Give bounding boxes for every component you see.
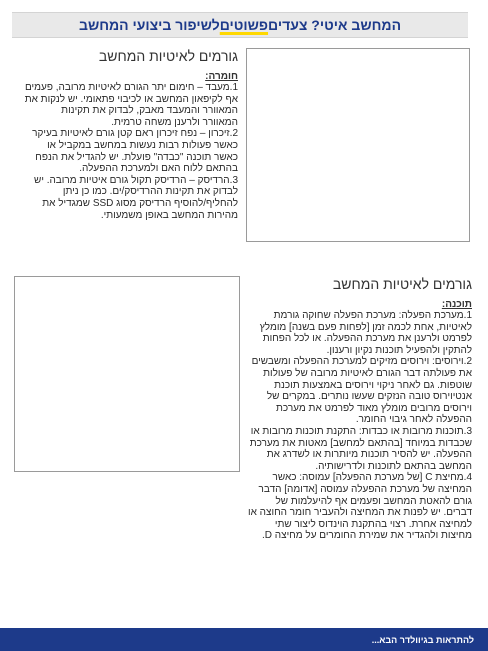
footer-bar bbox=[0, 628, 488, 651]
section-subheading: חומרה: bbox=[205, 71, 238, 82]
image-placeholder-1 bbox=[246, 48, 470, 242]
title-part-1: המחשב איטי? צעדים bbox=[268, 17, 402, 33]
section-subheading: תוכנה: bbox=[441, 299, 472, 310]
paragraph: 2.זיכרון – נפח זיכרון ראם קטן גורם לאיטיות בעיקר כאשר פעולות רבות נעשות במחשב במקביל או כאשר תוכנה "כבדה" פועלת. יש להגדיל את הנפח בהתאם ללוח האם ולמערכת ההפעלה. bbox=[32, 128, 238, 175]
paragraph: 2.וירוסים: וירוסים מזיקים למערכת ההפעלה ומשבשים את פעולתה דבר הגורם לאיטיות מרובה של פעולות שוטפות. גם לאחר ניקוי וירוסים באמצעות תוכנת אנטיוירוס טובה הנזקים שעשו נותרים. במקרים של וירוסים מרובים מומלץ מאוד לפרמט את מערכת ההפעלה לאחר גיבוי החומר. bbox=[251, 356, 472, 426]
paragraph: 1.מערכת הפעלה: מערכת הפעלה שחוקה גורמת לאיטיות, אחת לכמה זמן [לפחות פעם בשנה] מומלץ לפרמט ולרענן את מערכת ההפעלה. או לכל הפחות להתקין ולהפעיל תוכנות נקיון ורענון. bbox=[259, 310, 472, 356]
image-placeholder-2 bbox=[14, 276, 240, 472]
next-post-link[interactable]: להתראות בגיוולדר הבא... bbox=[371, 634, 474, 645]
paragraph: 3.הרדיסק – הרדיסק תקול גורם איטיות מרובה. יש לבדוק את תקינות ההרדיסק/ים. כמו כן ניתן להחליף/להוסיף הרדיסק מסוג SSD שמגדיל את מהירות המחשב באופן משמעותי. bbox=[34, 174, 238, 221]
section-heading: גורמים לאיטיות המחשב bbox=[332, 276, 472, 292]
title-part-2: לשיפור ביצועי המחשב bbox=[78, 17, 220, 33]
paragraph: 4.מחיצת C [של מערכת ההפעלה] עמוסה: כאשר המחיצה של מערכת ההפעלה עמוסה [אדומה] הדבר גורם להאטת המחשב ופעמים אף להיעלמות של דברים. יש לפנות את המחיצה ולהעביר חומר החוצה או למחיצה אחרת. רצוי בהתקנת הוינדוס ליצור שתי מחיצות ולהגדיר את שמירת החומרים על מחיצה D. bbox=[248, 472, 472, 542]
page-title bbox=[12, 12, 468, 38]
section-heading: גורמים לאיטיות המחשב bbox=[98, 48, 238, 64]
section-software bbox=[246, 276, 472, 542]
title-highlight: פשוטים bbox=[219, 17, 269, 33]
section-hardware bbox=[24, 48, 238, 221]
paragraph: 1.מעבד – חימום יתר הגורם לאיטיות מרובה, פעמים אף לקיפאון המחשב או לכיבוי פתאומי. יש לנקות את המאוורר והמעבד מאבק, לבדוק את תקינות המאוורר ולרענן משחה טרמית. bbox=[24, 82, 238, 128]
paragraph: 3.תוכנות מרובות או כבדות: התקנת תוכנות מרובות או שכבדות במיוחד [בהתאם למחשב] מאטות את מערכת ההפעלה. יש להסיר תוכנות מיותרות או לשדרג את המחשב בהתאם לתוכנות ולדרישותיה. bbox=[249, 425, 472, 472]
